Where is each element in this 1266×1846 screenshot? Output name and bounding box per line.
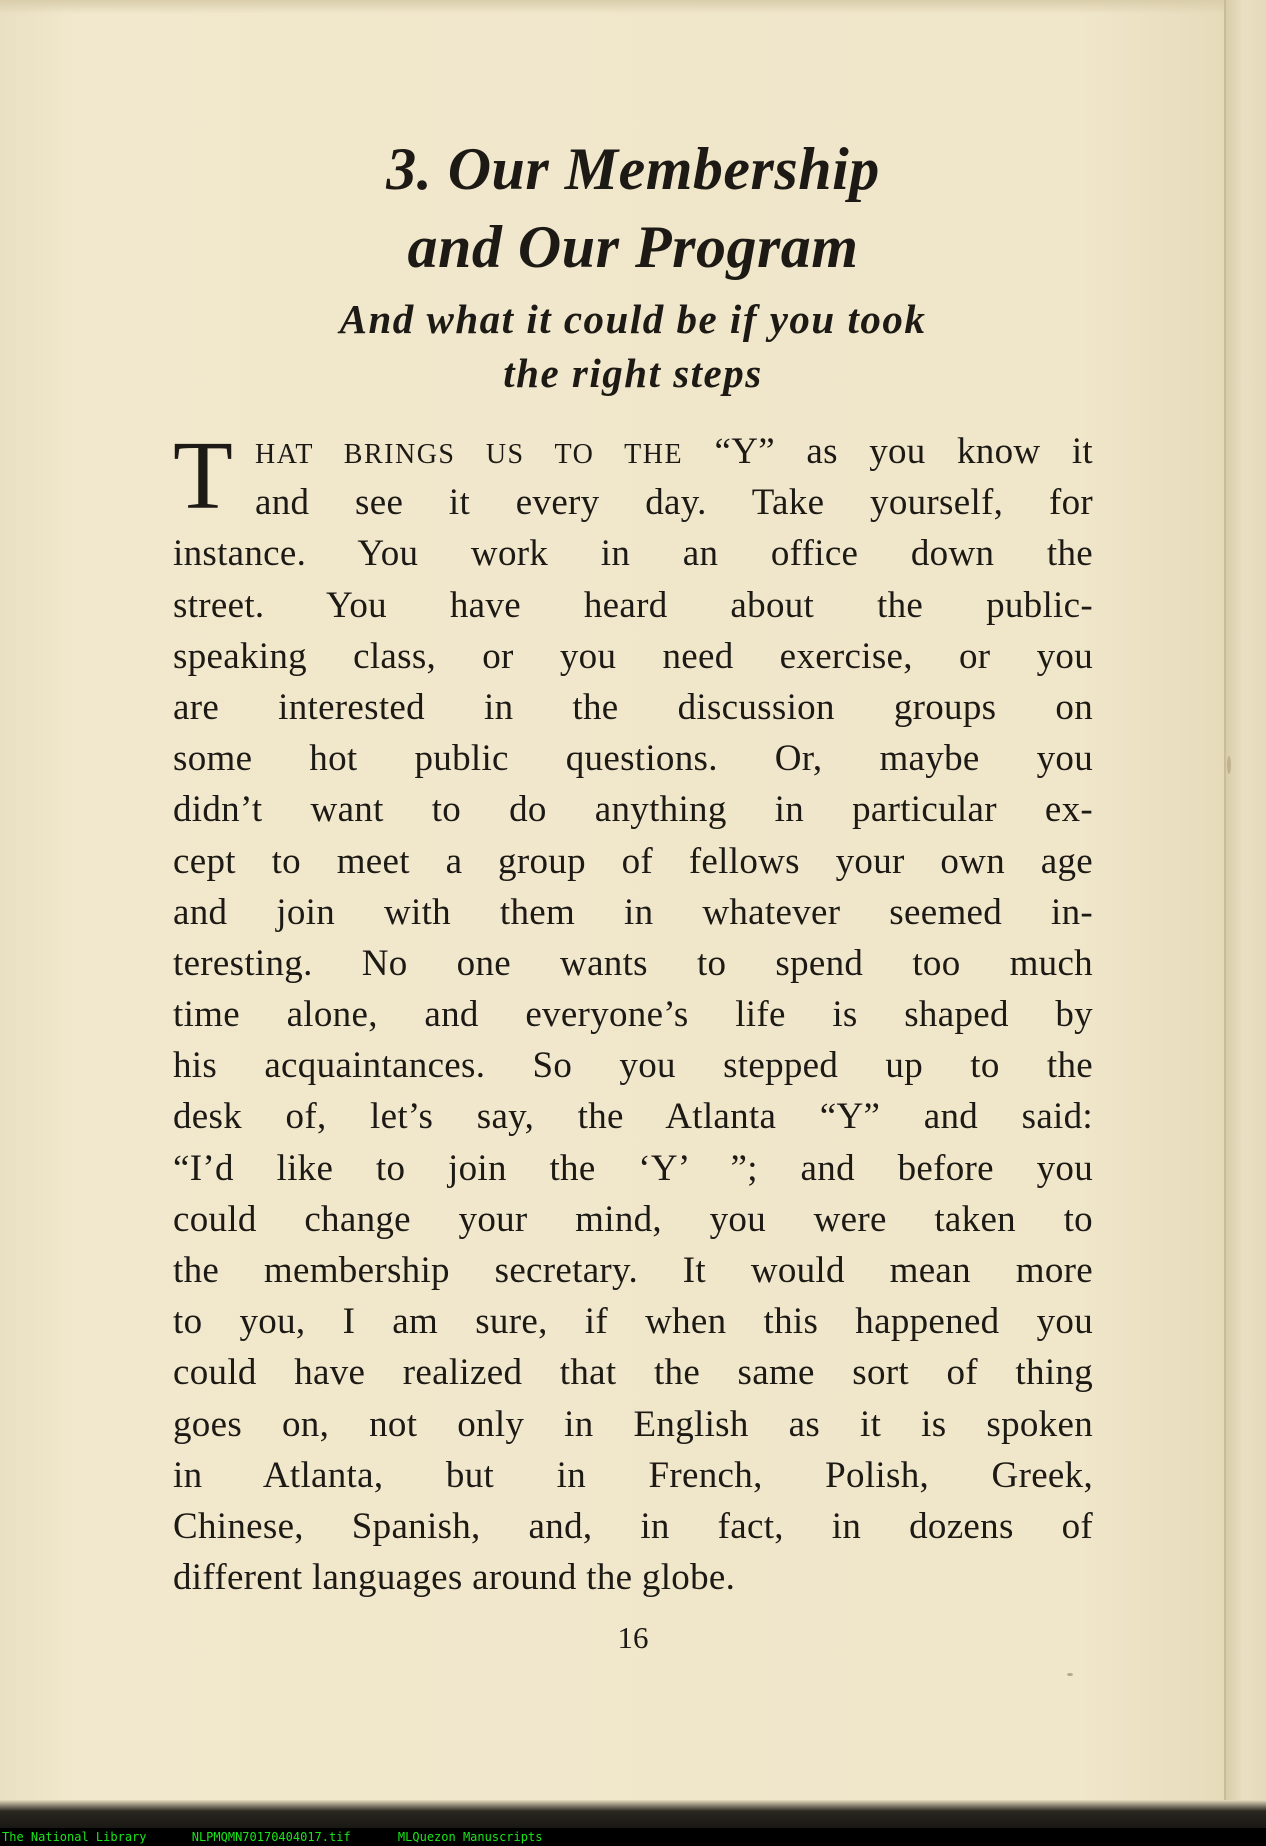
paper-speck [1227, 756, 1231, 774]
chapter-subheading-line-1: And what it could be if you took [339, 296, 927, 342]
body-line: didn’t want to do anything in particular ex- [173, 789, 1093, 831]
body-line: goes on, not only in English as it is spoken [173, 1403, 1093, 1445]
page-number: 16 [617, 1620, 649, 1655]
body-line: in Atlanta, but in French, Polish, Greek, [173, 1454, 1093, 1496]
drop-cap: T [173, 422, 234, 530]
chapter-heading [0, 130, 1266, 286]
body-line: teresting. No one wants to spend too much [173, 942, 1093, 984]
body-line: and see it every day. Take yourself, for [255, 482, 1093, 524]
body-line: street. You have heard about the public- [173, 584, 1093, 626]
body-line: are interested in the discussion groups on [173, 686, 1093, 728]
chapter-subheading [0, 292, 1266, 400]
body-line: and join with them in whatever seemed in- [173, 891, 1093, 933]
body-line: desk of, let’s say, the Atlanta “Y” and said: [173, 1096, 1093, 1138]
footer-collection: MLQuezon Manuscripts [397, 1830, 543, 1844]
body-line: some hot public questions. Or, maybe you [173, 738, 1093, 780]
chapter-heading-line-1: 3. Our Membership [386, 136, 880, 202]
top-edge-shadow [0, 0, 1224, 14]
body-line: his acquaintances. So you stepped up to the [173, 1045, 1093, 1087]
body-paragraph [173, 422, 1093, 1603]
body-line: to you, I am sure, if when this happened you [173, 1301, 1093, 1343]
footer-library: The National Library [2, 1830, 147, 1844]
footer-filename: NLPMQMN70170404017.tif [191, 1830, 351, 1844]
paper-speck [1067, 1673, 1073, 1676]
scan-footer-bar [0, 1828, 1266, 1846]
lead-in-small-caps: HAT BRINGS US TO THE [255, 439, 684, 470]
chapter-subheading-line-2: the right steps [503, 350, 763, 396]
body-line: Chinese, Spanish, and, in fact, in dozens of [173, 1505, 1093, 1547]
bottom-edge-shadow [0, 1800, 1266, 1828]
body-line: “I’d like to join the ‘Y’ ”; and before you [173, 1147, 1093, 1189]
body-line: could change your mind, you were taken to [173, 1198, 1093, 1240]
chapter-heading-line-2: and Our Program [407, 214, 859, 280]
body-line: instance. You work in an office down the [173, 533, 1093, 575]
body-line [173, 426, 1093, 477]
body-line: the membership secretary. It would mean more [173, 1250, 1093, 1291]
body-line: cept to meet a group of fellows your own age [173, 840, 1093, 882]
body-line: speaking class, or you need exercise, or you [173, 635, 1093, 677]
body-line: different languages around the globe. [173, 1557, 736, 1599]
body-line: time alone, and everyone’s life is shaped by [173, 994, 1093, 1036]
body-line: could have realized that the same sort of thing [173, 1352, 1093, 1394]
body-line-text: “Y” as you know it [683, 431, 1093, 472]
